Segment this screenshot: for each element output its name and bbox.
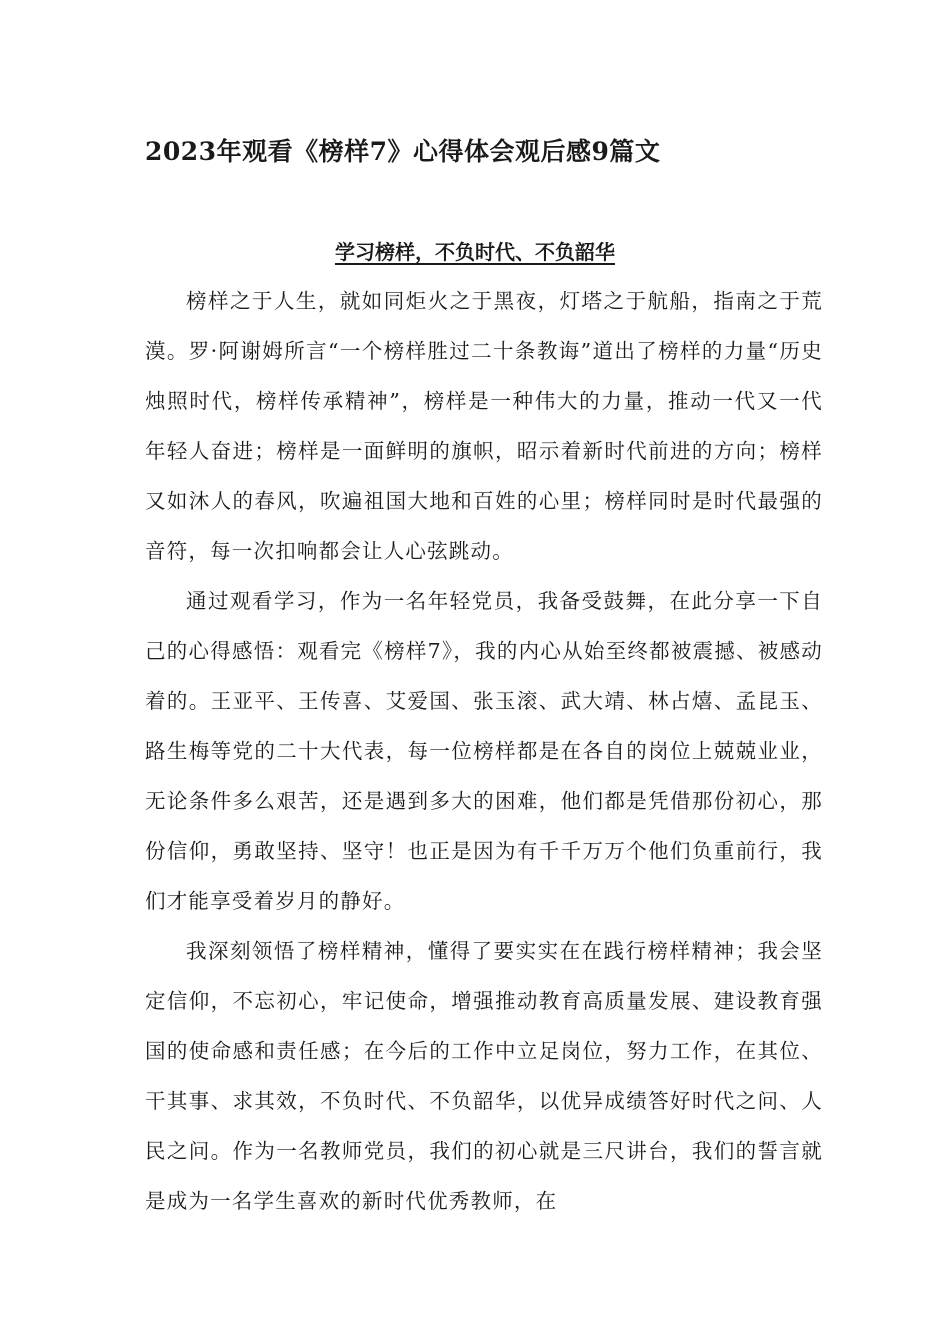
section-heading-text: 学习榜样，不负时代、不负韶华 — [335, 240, 615, 264]
paragraph-2: 通过观看学习，作为一名年轻党员，我备受鼓舞，在此分享一下自己的心得感悟：观看完《榜样7》，我的内心从始至终都被震撼、被感动着的。王亚平、王传喜、艾爱国、张玉滚、武大靖、林占熺、孟昆玉、路生梅等党的二十大代表，每一位榜样都是在各自的岗位上兢兢业业，无论条件多么艰苦，还是遇到多大的困难，他们都是凭借那份初心，那份信仰，勇敢坚持、坚守！也正是因为有千千万万个他们负重前行，我们才能享受着岁月的静好。 — [145, 589, 823, 913]
document-title: 2023年观看《榜样7》心得体会观后感9篇文 — [145, 137, 661, 166]
document-body — [145, 276, 823, 1226]
paragraph-3: 我深刻领悟了榜样精神，懂得了要实实在在践行榜样精神；我会坚定信仰，不忘初心，牢记使命，增强推动教育高质量发展、建设教育强国的使命感和责任感；在今后的工作中立足岗位，努力工作，在其位、干其事、求其效，不负时代、不负韶华，以优异成绩答好时代之问、人民之问。作为一名教师党员，我们的初心就是三尺讲台，我们的誓言就是成为一名学生喜欢的新时代优秀教师，在 — [145, 939, 823, 1213]
section-heading — [145, 236, 805, 268]
paragraph-1: 榜样之于人生，就如同炬火之于黑夜，灯塔之于航船，指南之于荒漠。罗·阿谢姆所言“一个榜样胜过二十条教诲”道出了榜样的力量“历史烛照时代，榜样传承精神”，榜样是一种伟大的力量，推动一代又一代年轻人奋进；榜样是一面鲜明的旗帜，昭示着新时代前进的方向；榜样又如沐人的春风，吹遍祖国大地和百姓的心里；榜样同时是时代最强的音符，每一次扣响都会让人心弦跳动。 — [145, 289, 823, 563]
